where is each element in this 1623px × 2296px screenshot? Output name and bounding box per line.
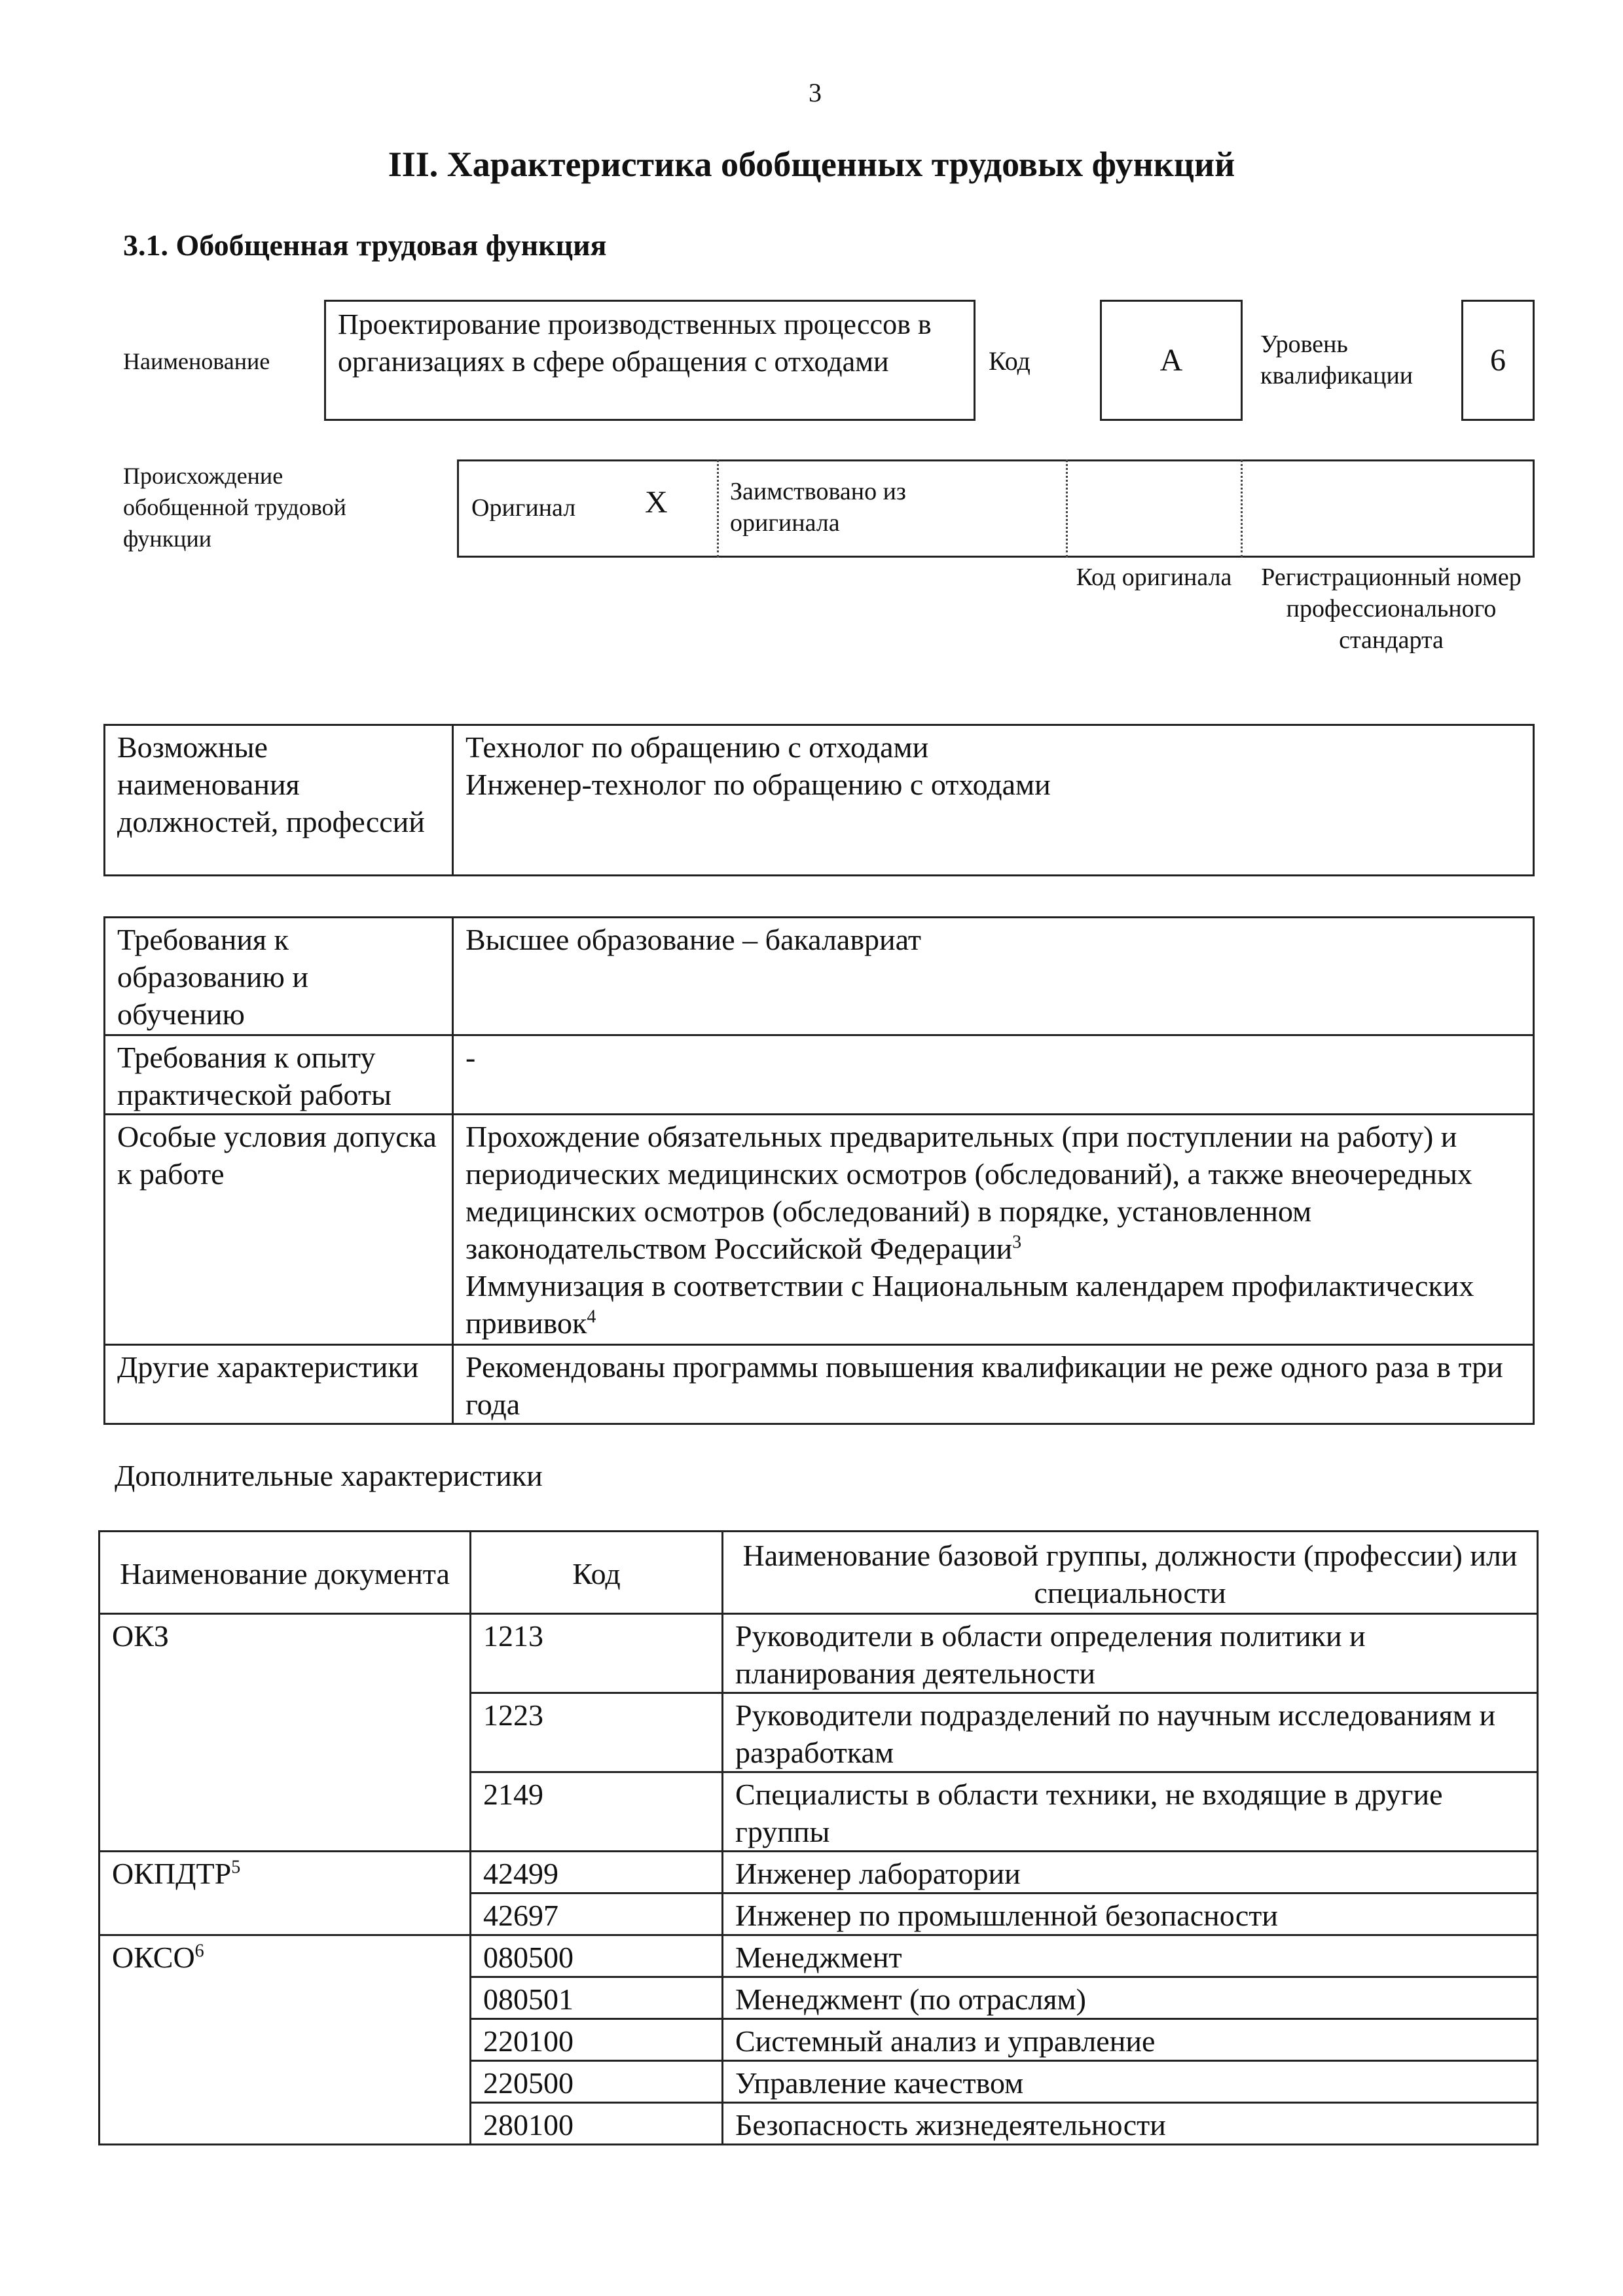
- footnote-mark: 4: [587, 1306, 596, 1327]
- document-name: ОКПДТР: [112, 1857, 232, 1890]
- section-title: III. Характеристика обобщенных трудовых функций: [388, 145, 1235, 184]
- group-name-cell: Руководители подразделений по научным исследованиям и разработкам: [723, 1693, 1538, 1772]
- level-value-box: [1461, 300, 1535, 421]
- group-name-cell: Инженер лаборатории: [723, 1852, 1538, 1893]
- origin-label: Происхождение обобщенной трудовой функции: [123, 463, 346, 552]
- document-cell: [100, 1935, 471, 2145]
- function-name-box: [324, 300, 976, 421]
- reg-number-caption: Регистрационный номер профессионального стандарта: [1261, 564, 1522, 654]
- footnote-mark: 3: [1012, 1232, 1022, 1253]
- group-name-cell: Менеджмент (по отраслям): [723, 1977, 1538, 2019]
- requirement-text: Иммунизация в соответствии с Национальным календарем профилактических прививок: [465, 1269, 1474, 1340]
- subsection-title: 3.1. Обобщенная трудовая функция: [123, 228, 607, 262]
- footnote-mark: 6: [194, 1941, 204, 1962]
- code-label: Код: [989, 346, 1030, 376]
- header-code: Код: [471, 1532, 723, 1614]
- additional-header-row: [100, 1532, 1538, 1614]
- group-name-cell: Инженер по промышленной безопасности: [723, 1893, 1538, 1935]
- position-item: Инженер-технолог по обращению с отходами: [465, 768, 1051, 801]
- positions-label: Возможные наименования должностей, профессий: [105, 725, 453, 876]
- positions-row: [105, 725, 1534, 876]
- origin-divider-3: [1241, 459, 1243, 558]
- page-number: 3: [809, 78, 822, 107]
- requirement-label: Требования к образованию и обучению: [105, 918, 453, 1035]
- group-name-cell: Безопасность жизнедеятельности: [723, 2103, 1538, 2145]
- function-name-value: Проектирование производственных процессов в организациях в сфере обращения с отходами: [338, 308, 932, 378]
- requirements-row: [105, 918, 1534, 1035]
- group-name-cell: Специалисты в области техники, не входящие в другие группы: [723, 1772, 1538, 1852]
- code-cell: 220500: [471, 2061, 723, 2103]
- requirements-table: [103, 916, 1535, 1425]
- requirements-row: [105, 1115, 1534, 1345]
- group-name-cell: Управление качеством: [723, 2061, 1538, 2103]
- requirement-label: Особые условия допуска к работе: [105, 1115, 453, 1345]
- group-name-cell: Менеджмент: [723, 1935, 1538, 1977]
- original-mark: X: [645, 485, 668, 520]
- origin-divider-1: [717, 459, 719, 558]
- code-cell: 42697: [471, 1893, 723, 1935]
- requirement-value: [453, 1115, 1534, 1345]
- additional-title: Дополнительные характеристики: [115, 1459, 543, 1492]
- code-cell: 080501: [471, 1977, 723, 2019]
- table-row: [100, 1852, 1538, 1893]
- table-row: [100, 1935, 1538, 1977]
- code-cell: 220100: [471, 2019, 723, 2061]
- requirement-label: Другие характеристики: [105, 1345, 453, 1424]
- document-name: ОКСО: [112, 1941, 195, 1974]
- positions-values: [453, 725, 1534, 876]
- header-document: Наименование документа: [100, 1532, 471, 1614]
- origin-divider-2: [1066, 459, 1068, 558]
- code-original-caption: Код оригинала: [1076, 564, 1232, 591]
- borrowed-label: Заимствовано из оригинала: [730, 478, 906, 537]
- code-cell: 080500: [471, 1935, 723, 1977]
- requirements-row: [105, 1035, 1534, 1115]
- level-value: 6: [1490, 343, 1506, 378]
- document-cell: [100, 1614, 471, 1852]
- code-cell: 2149: [471, 1772, 723, 1852]
- code-value: A: [1159, 343, 1183, 378]
- code-cell: 1223: [471, 1693, 723, 1772]
- requirement-value: -: [453, 1035, 1534, 1115]
- code-cell: 42499: [471, 1852, 723, 1893]
- requirement-value: Высшее образование – бакалавриат: [453, 918, 1534, 1035]
- requirements-row: [105, 1345, 1534, 1424]
- table-row: [100, 1614, 1538, 1693]
- code-cell: 1213: [471, 1614, 723, 1693]
- document-cell: [100, 1852, 471, 1935]
- additional-table: [98, 1530, 1539, 2145]
- positions-table: [103, 724, 1535, 876]
- code-cell: 280100: [471, 2103, 723, 2145]
- original-label: Оригинал: [471, 494, 576, 522]
- requirement-label: Требования к опыту практической работы: [105, 1035, 453, 1115]
- footnote-mark: 5: [231, 1857, 241, 1878]
- name-label: Наименование: [123, 348, 270, 374]
- position-item: Технолог по обращению с отходами: [465, 730, 929, 764]
- code-value-box: [1100, 300, 1243, 421]
- requirement-value: Рекомендованы программы повышения квалификации не реже одного раза в три года: [453, 1345, 1534, 1424]
- group-name-cell: Системный анализ и управление: [723, 2019, 1538, 2061]
- level-label: Уровень квалификации: [1260, 331, 1413, 389]
- header-name: Наименование базовой группы, должности (профессии) или специальности: [723, 1532, 1538, 1614]
- document-name: ОКЗ: [112, 1619, 169, 1653]
- group-name-cell: Руководители в области определения политики и планирования деятельности: [723, 1614, 1538, 1693]
- requirement-text: Прохождение обязательных предварительных (при поступлении на работу) и периодических медицинских осмотров (обследований), а также внеочередных медицинских осмотров (обследований) в порядке, установленном законодательством Российской Федерации: [465, 1120, 1472, 1265]
